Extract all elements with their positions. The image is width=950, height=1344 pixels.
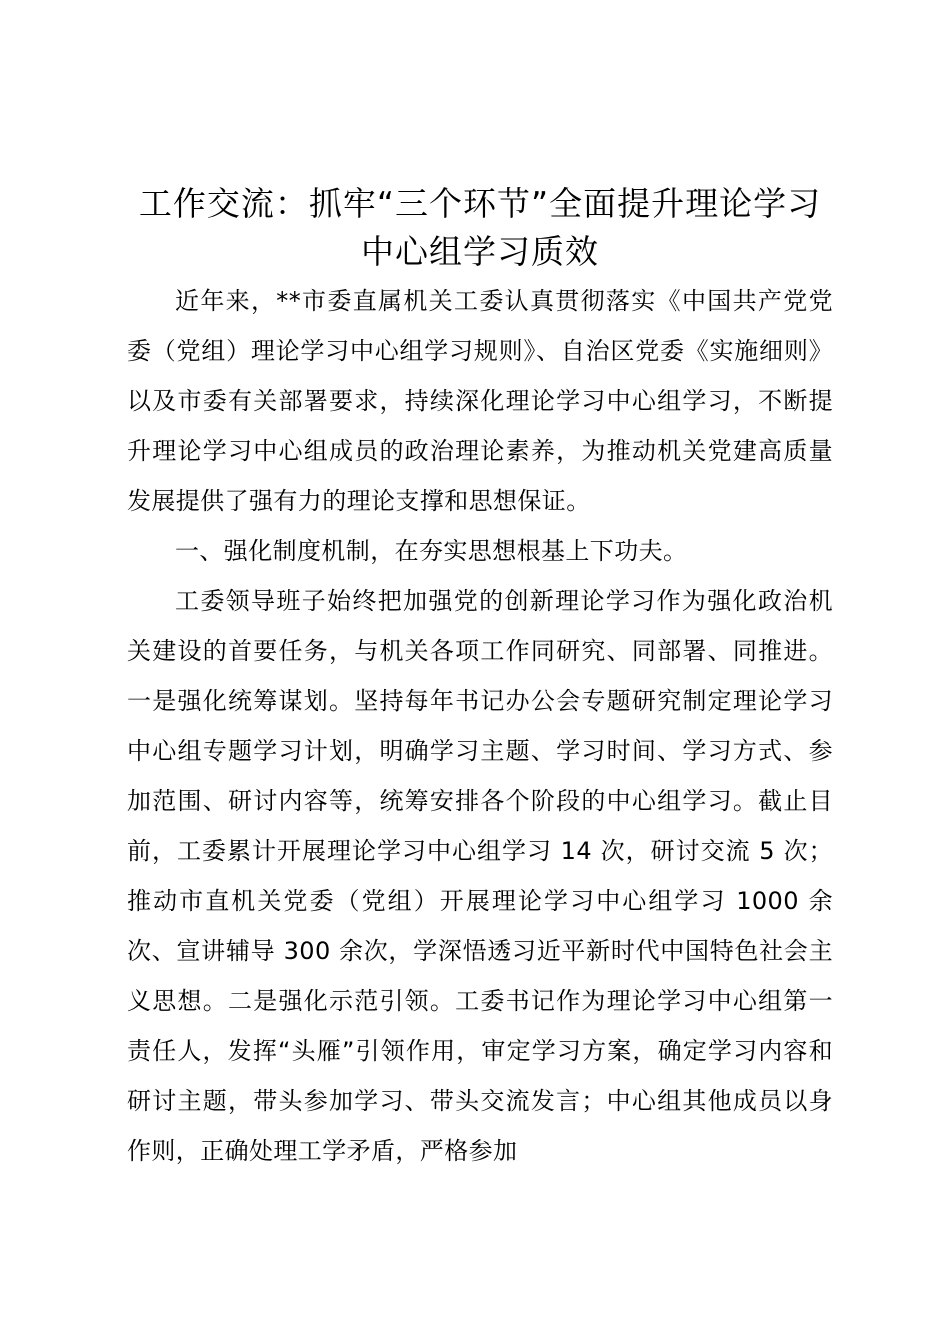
- section-heading: 一、强化制度机制，在夯实思想根基上下功夫。: [175, 537, 688, 565]
- intro-paragraph: 近年来，**市委直属机关工委认真贯彻落实《中国共产党党委（党组）理论学习中心组学习规则》、自治区党委《实施细则》以及市委有关部署要求，持续深化理论学习中心组学习，不断提升理论学习中心组成员的政治理论素养，为推动机关党建高质量发展提供了强有力的理论支撑和思想保证。: [127, 287, 833, 515]
- document-page: [127, 180, 833, 1176]
- section-body-paragraph: 工委领导班子始终把加强党的创新理论学习作为强化政治机关建设的首要任务，与机关各项工作同研究、同部署、同推进。一是强化统筹谋划。坚持每年书记办公会专题研究制定理论学习中心组专题学习计划，明确学习主题、学习时间、学习方式、参加范围、研讨内容等，统筹安排各个阶段的中心组学习。截止目前，工委累计开展理论学习中心组学习 14 次，研讨交流 5 次；推动市直机关党委（党组）开展理论学习中心组学习 1000 余次、宣讲辅导 300 余次，学深悟透习近平新时代中国特色社会主义思想。二是强化示范引领。工委书记作为理论学习中心组第一责任人，发挥“头雁”引领作用，审定学习方案，确定学习内容和研讨主题，带头参加学习、带头交流发言；中心组其他成员以身作则，正确处理工学矛盾，严格参加: [127, 587, 833, 1165]
- document-title: 工作交流：抓牢“三个环节”全面提升理论学习中心组学习质效: [138, 184, 822, 271]
